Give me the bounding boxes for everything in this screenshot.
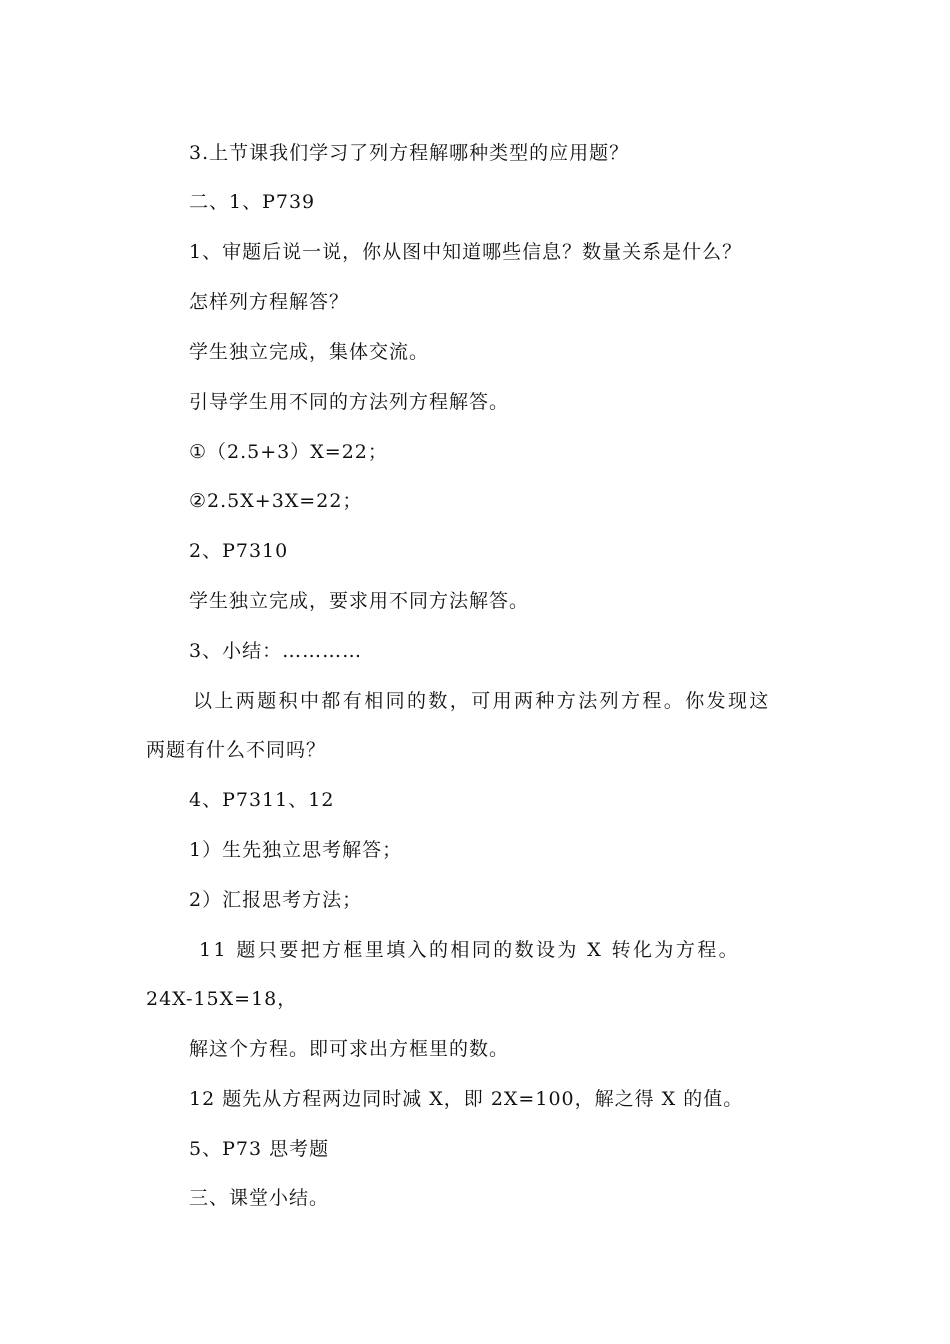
- text-line: 11 题只要把方框里填入的相同的数设为 X 转化为方程。: [199, 939, 741, 961]
- text-line: 24X-15X=18，: [146, 988, 298, 1010]
- text-line: 二、1、P739: [189, 191, 316, 213]
- text-line: 3、小结：…………: [189, 640, 363, 662]
- text-line: 三、课堂小结。: [189, 1187, 330, 1209]
- text-line: 学生独立完成，要求用不同方法解答。: [189, 590, 530, 612]
- text-line: 3.上节课我们学习了列方程解哪种类型的应用题？: [189, 142, 630, 164]
- text-line: 引导学生用不同的方法列方程解答。: [189, 391, 510, 413]
- text-line: 1）生先独立思考解答；: [189, 839, 403, 861]
- text-line: 4、P7311、12: [189, 789, 335, 811]
- text-line: 怎样列方程解答？: [189, 291, 350, 313]
- text-line: 以上两题积中都有相同的数，可用两种方法列方程。你发现这: [193, 690, 771, 712]
- text-line: 2）汇报思考方法；: [189, 889, 363, 911]
- text-line: 解这个方程。即可求出方框里的数。: [189, 1038, 510, 1060]
- text-line: 12 题先从方程两边同时减 X，即 2X=100，解之得 X 的值。: [189, 1088, 744, 1110]
- text-line: ①（2.5+3）X=22；: [189, 441, 388, 463]
- text-line: 2、P7310: [189, 540, 289, 562]
- text-line: ②2.5X+3X=22；: [189, 490, 363, 512]
- text-line: 5、P73 思考题: [189, 1138, 330, 1160]
- text-line: 学生独立完成，集体交流。: [189, 341, 430, 363]
- text-line: 两题有什么不同吗？: [146, 739, 327, 761]
- text-line: 1、审题后说一说，你从图中知道哪些信息？数量关系是什么？: [189, 241, 743, 263]
